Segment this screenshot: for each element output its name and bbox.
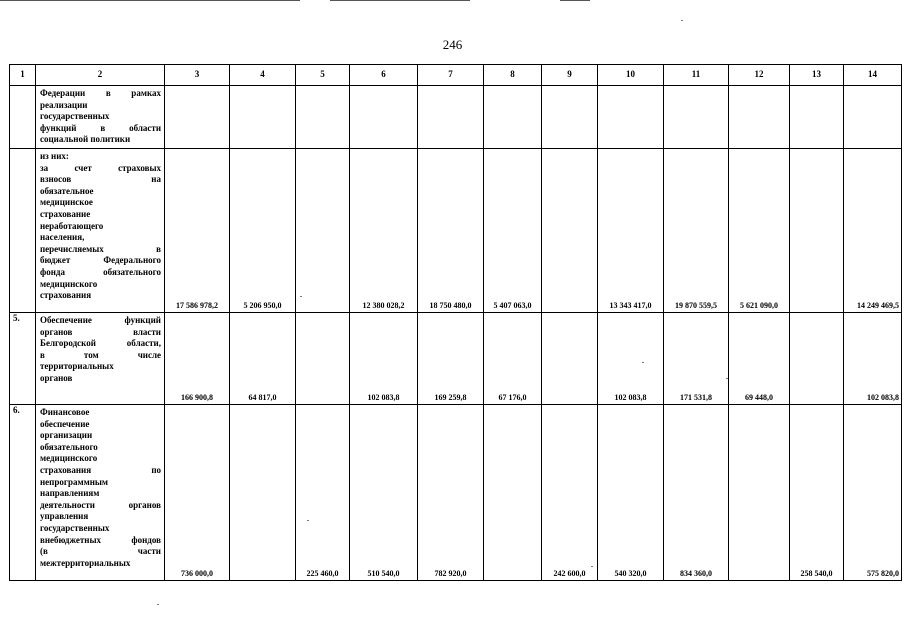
- column-header: 14: [844, 65, 902, 86]
- value-cell: 736 000,0: [165, 405, 230, 581]
- value-cell: [484, 86, 542, 149]
- value-cell: 225 460,0: [296, 405, 350, 581]
- page-top-border: [0, 0, 905, 2]
- description-line: медицинское: [40, 197, 93, 208]
- row-description: [36, 405, 165, 581]
- value-cell: [296, 149, 350, 313]
- column-header: 5: [296, 65, 350, 86]
- value-cell: [418, 86, 484, 149]
- description-line: Федерации в рамках: [40, 88, 161, 98]
- column-header: 10: [598, 65, 664, 86]
- description-line: организации: [40, 430, 93, 441]
- row-index: 5.: [10, 313, 36, 405]
- value-cell: [542, 86, 598, 149]
- description-line: бюджет Федерального: [40, 255, 161, 266]
- description-line: государственных: [40, 522, 110, 533]
- description-line: территориальных: [40, 361, 114, 372]
- value-cell: [790, 86, 844, 149]
- value-cell: [165, 86, 230, 149]
- description-line: внебюджетных фондов: [40, 534, 161, 545]
- table-row: [10, 313, 902, 405]
- description-line: Обеспечение функций: [40, 315, 161, 325]
- value-cell: 69 448,0: [729, 313, 790, 405]
- column-header: 1: [10, 65, 36, 86]
- value-cell: 510 540,0: [350, 405, 418, 581]
- description-line: органов: [40, 372, 73, 383]
- description-line: межтерриториальных: [40, 557, 131, 568]
- value-cell: 5 206 950,0: [230, 149, 296, 313]
- row-index: [10, 86, 36, 149]
- row-description: [36, 149, 165, 313]
- value-cell: 67 176,0: [484, 313, 542, 405]
- description-line: в том числе: [40, 349, 161, 360]
- description-line: страхования: [40, 290, 92, 301]
- row-index: [10, 149, 36, 313]
- column-number-row: [10, 65, 902, 86]
- description-line: направлениям: [40, 488, 100, 499]
- value-cell: [542, 149, 598, 313]
- description-line: управления: [40, 511, 89, 522]
- row-index: 6.: [10, 405, 36, 581]
- value-cell: [296, 313, 350, 405]
- budget-table: [9, 64, 902, 581]
- description-line: социальной политики: [40, 134, 131, 145]
- value-cell: [844, 86, 902, 149]
- value-cell: [484, 405, 542, 581]
- table-row: [10, 149, 902, 313]
- column-header: 13: [790, 65, 844, 86]
- column-header: 6: [350, 65, 418, 86]
- value-cell: 171 531,8: [664, 313, 729, 405]
- table-row: [10, 405, 902, 581]
- column-header: 4: [230, 65, 296, 86]
- value-cell: [296, 86, 350, 149]
- value-cell: [542, 313, 598, 405]
- value-cell: 13 343 417,0: [598, 149, 664, 313]
- value-cell: [350, 86, 418, 149]
- value-cell: [729, 405, 790, 581]
- value-cell: [230, 405, 296, 581]
- description-line: медицинского: [40, 453, 98, 464]
- description-line: реализации: [40, 99, 88, 110]
- value-cell: 19 870 559,5: [664, 149, 729, 313]
- value-cell: 102 083,8: [598, 313, 664, 405]
- description-line: непрограммным: [40, 476, 109, 487]
- value-cell: 18 750 480,0: [418, 149, 484, 313]
- value-cell: 102 083,8: [844, 313, 902, 405]
- value-cell: [598, 86, 664, 149]
- column-header: 2: [36, 65, 165, 86]
- description-line: взносов на: [40, 174, 161, 185]
- value-cell: 169 259,8: [418, 313, 484, 405]
- description-line: Финансовое: [40, 407, 90, 417]
- value-cell: 12 380 028,2: [350, 149, 418, 313]
- row-description: [36, 313, 165, 405]
- description-line: (в части: [40, 546, 161, 557]
- description-line: обеспечение: [40, 418, 90, 429]
- value-cell: 17 586 978,2: [165, 149, 230, 313]
- value-cell: 14 249 469,5: [844, 149, 902, 313]
- value-cell: 782 920,0: [418, 405, 484, 581]
- value-cell: [790, 149, 844, 313]
- value-cell: 102 083,8: [350, 313, 418, 405]
- value-cell: [729, 86, 790, 149]
- description-line: Белгородской области,: [40, 338, 161, 349]
- column-header: 3: [165, 65, 230, 86]
- page-number: 246: [442, 37, 463, 52]
- value-cell: 575 820,0: [844, 405, 902, 581]
- description-line: населения,: [40, 232, 85, 243]
- value-cell: 242 600,0: [542, 405, 598, 581]
- table-row: [10, 86, 902, 149]
- value-cell: 64 817,0: [230, 313, 296, 405]
- description-line: из них:: [40, 151, 69, 161]
- description-line: деятельности органов: [40, 499, 161, 510]
- description-line: медицинского: [40, 278, 98, 289]
- description-line: фонда обязательного: [40, 266, 161, 277]
- value-cell: [790, 313, 844, 405]
- description-line: органов власти: [40, 326, 161, 337]
- column-header: 11: [664, 65, 729, 86]
- description-line: страхования по: [40, 464, 161, 475]
- value-cell: 5 407 063,0: [484, 149, 542, 313]
- column-header: 12: [729, 65, 790, 86]
- description-line: страхование: [40, 208, 91, 219]
- description-line: обязательное: [40, 185, 94, 196]
- description-line: обязательного: [40, 441, 98, 452]
- column-header: 9: [542, 65, 598, 86]
- column-header: 8: [484, 65, 542, 86]
- description-line: государственных: [40, 111, 110, 122]
- value-cell: [230, 86, 296, 149]
- description-line: за счет страховых: [40, 162, 161, 173]
- value-cell: 166 900,8: [165, 313, 230, 405]
- value-cell: 834 360,0: [664, 405, 729, 581]
- description-line: функций в области: [40, 122, 161, 133]
- row-description: [36, 86, 165, 149]
- value-cell: 540 320,0: [598, 405, 664, 581]
- value-cell: [664, 86, 729, 149]
- value-cell: 5 621 090,0: [729, 149, 790, 313]
- description-line: неработающего: [40, 220, 104, 231]
- value-cell: 258 540,0: [790, 405, 844, 581]
- description-line: перечисляемых в: [40, 243, 161, 254]
- column-header: 7: [418, 65, 484, 86]
